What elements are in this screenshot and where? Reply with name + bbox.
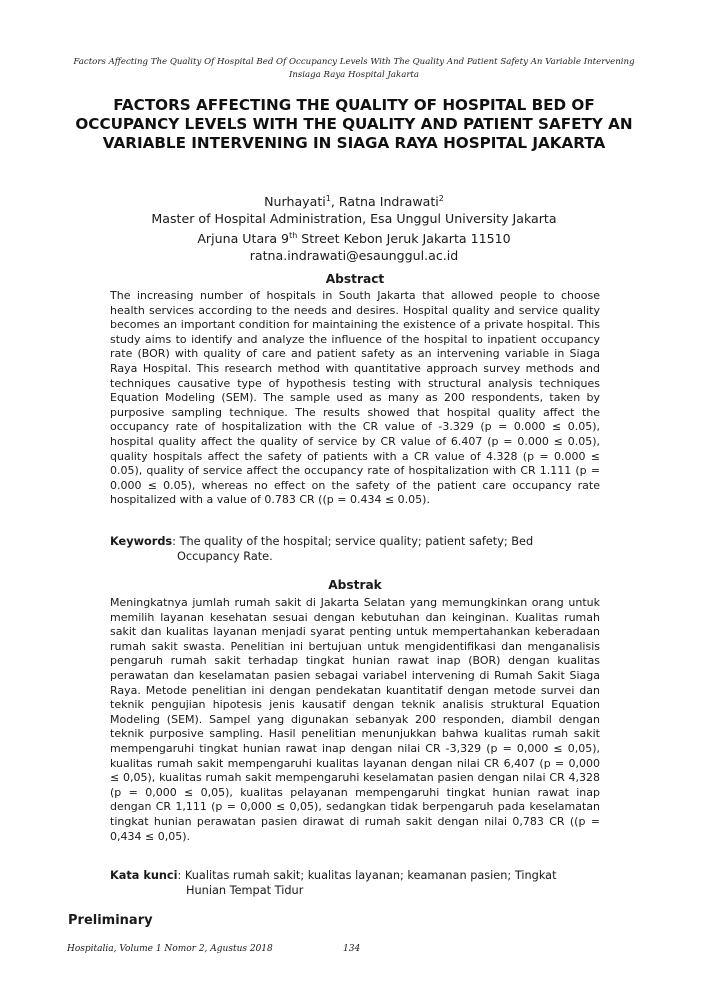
author-block bbox=[100, 190, 608, 264]
author-affiliation-mark-2: 2 bbox=[438, 194, 444, 203]
kata-kunci-text: : Kualitas rumah sakit; kualitas layanan; keamanan pasien; Tingkat bbox=[177, 869, 557, 882]
abstrak-body: Meningkatnya jumlah rumah sakit di Jakarta Selatan yang memungkinkan orang untuk memilih layanan kesehatan sesuai dengan kebutuhan dan keinginan. Kualitas rumah sakit dan kualitas layanan menjadi syarat penting untuk mempertahankan keberadaan rumah sakit swasta. Penelitian ini bertujuan untuk mengidentifikasi dan menganalisis pengaruh rumah sakit terhadap tingkat hunian rawat inap (BOR) dengan kualitas perawatan dan keselamatan pasien sebagai variabel intervening di Rumah Sakit Siaga Raya. Metode penelitian ini dengan pendekatan kuantitatif dengan metode survei dan teknik pengujian hipotesis jenis kausatif dengan teknik analisis struktural Equation Modeling (SEM). Sampel yang digunakan sebanyak 200 responden, diambil dengan teknik purposive sampling. Hasil penelitian menunjukkan bahwa kualitas rumah sakit mempengaruhi tingkat hunian rawat inap dengan nilai CR -3,329 (p = 0,000 ≤ 0,05), kualitas rumah sakit mempengaruhi kualitas layanan dengan nilai CR 6,407 (p = 0,000 ≤ 0,05), kualitas rumah sakit mempengaruhi keselamatan pasien dengan nilai CR 4,328 (p = 0,000 ≤ 0,05), kualitas pelayanan mempengaruhi tingkat hunian rawat inap dengan CR 1,111 (p = 0,000 ≤ 0,05), sedangkan tidak berpengaruh pada keselamatan tingkat hunian perawatan pasien dirawat di rumah sakit dengan nilai 0,783 CR ((p = 0,434 ≤ 0,05). bbox=[110, 596, 600, 843]
author-line bbox=[100, 190, 608, 210]
author-affiliation-mark-1: 1 bbox=[325, 194, 331, 203]
page-footer bbox=[67, 944, 467, 954]
abstract-heading: Abstract bbox=[325, 272, 385, 286]
author-email[interactable]: ratna.indrawati@esaunggul.ac.id bbox=[249, 248, 459, 264]
affiliation: Master of Hospital Administration, Esa Unggul University Jakarta bbox=[151, 211, 557, 227]
kata-kunci-text-continued: Hunian Tempat Tidur bbox=[186, 884, 304, 897]
keywords-text: : The quality of the hospital; service quality; patient safety; Bed bbox=[172, 535, 534, 548]
kata-kunci-label: Kata kunci bbox=[110, 869, 178, 882]
running-head bbox=[60, 56, 648, 82]
page-number: 134 bbox=[343, 944, 361, 954]
author-separator: , bbox=[330, 194, 339, 210]
kata-kunci bbox=[110, 868, 600, 898]
author-name-1: Nurhayati bbox=[264, 194, 326, 210]
keywords bbox=[110, 534, 600, 564]
journal-citation: Hospitalia, Volume 1 Nomor 2, Agustus 2018 bbox=[67, 944, 273, 954]
address-ordinal-suffix: th bbox=[289, 231, 298, 241]
abstract-body: The increasing number of hospitals in South Jakarta that allowed people to choose health services according to the needs and desires. Hospital quality and service quality becomes an important condition for maintaining the existence of a private hospital. This study aims to identify and analyze the influence of the hospital to inpatient occupancy rate (BOR) with quality of care and patient safety as an intervening variable in Siaga Raya Hospital. This research method with quantitative approach survey methods and techniques causative type of hypothesis testing with structural analysis techniques Equation Modeling (SEM). The sample used as many as 200 respondents, taken by purposive sampling technique. The results showed that hospital quality affect the occupancy rate of hospitalization with the CR value of -3.329 (p = 0.000 ≤ 0.05), hospital quality affect the quality of service by CR value of 6.407 (p = 0.000 ≤ 0.05), quality hospitals affect the safety of patients with a CR value of 4.328 (p = 0.000 ≤ 0.05), quality of service affect the occupancy rate of hospitalization with CR 1.111 (p = 0.000 ≤ 0.05), whereas no effect on the safety of the patient care occupancy rate hospitalized with a value of 0.783 CR ((p = 0.434 ≤ 0.05). bbox=[110, 289, 600, 507]
running-head-line-2: Insiaga Raya Hospital Jakarta bbox=[288, 70, 420, 80]
address-rest: Street Kebon Jeruk Jakarta 11510 bbox=[297, 231, 511, 247]
keywords-label: Keywords bbox=[110, 535, 173, 548]
keywords-text-continued: Occupancy Rate. bbox=[177, 550, 273, 563]
address-street-number: Arjuna Utara 9 bbox=[197, 231, 290, 247]
section-heading-preliminary: Preliminary bbox=[68, 913, 153, 928]
address bbox=[100, 227, 608, 247]
running-head-line-1: Factors Affecting The Quality Of Hospital Bed Of Occupancy Levels With The Quality And Patient Safety An Variable Intervening bbox=[73, 57, 635, 67]
abstrak-heading: Abstrak bbox=[328, 578, 382, 592]
author-name-2: Ratna Indrawati bbox=[338, 194, 439, 210]
paper-title: FACTORS AFFECTING THE QUALITY OF HOSPITAL BED OF OCCUPANCY LEVELS WITH THE QUALITY AND PATIENT SAFETY AN VARIABLE INTERVENING IN SIAGA RAYA HOSPITAL JAKARTA bbox=[75, 96, 633, 152]
